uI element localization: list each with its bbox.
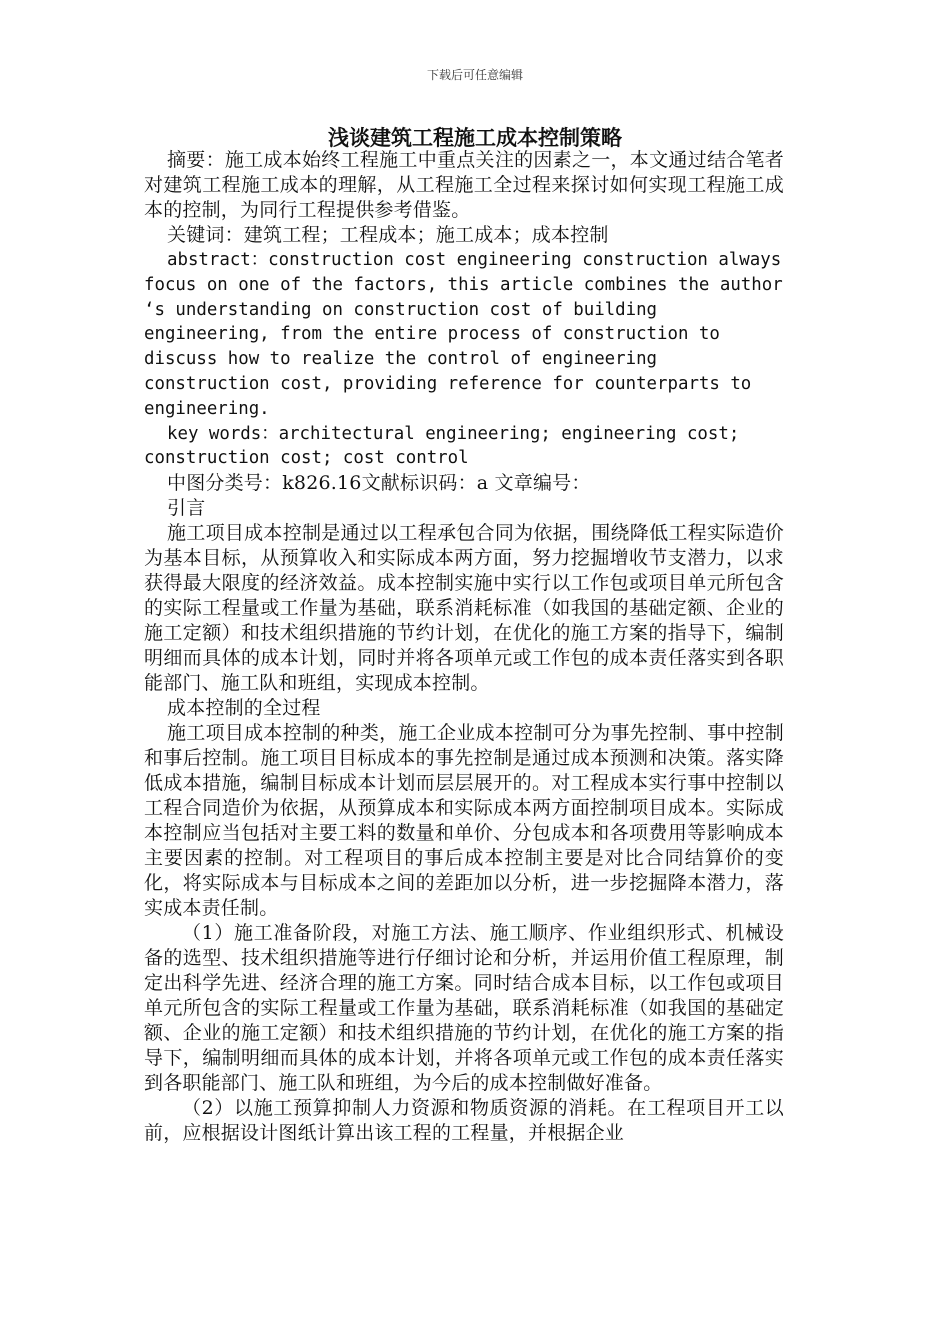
keywords-en: key words：architectural engineering; engineering cost; construction cost; cost control — [144, 423, 740, 469]
article-body — [144, 148, 784, 1146]
abstract-en: abstract：construction cost engineering construction always focus on one of the factors, this article combines the author ‘s understanding on construction cost of building engineering, from the entire process of construction to discuss how to realize the control of engineering construction cost, providing reference for counterparts to engineering. — [144, 250, 783, 419]
page-header-note: 下载后可任意编辑 — [426, 68, 523, 82]
paragraph-process: 施工项目成本控制的种类，施工企业成本控制可分为事先控制、事中控制和事后控制。施工项目目标成本的事先控制是通过成本预测和决策。落实降低成本措施，编制目标成本计划而层层展开的。对工程成本实行事中控制以工程合同造价为依据，从预算成本和实际成本两方面控制项目成本。实际成本控制应当包括对主要工料的数量和单价、分包成本和各项费用等影响成本主要因素的控制。对工程项目的事后成本控制主要是对比合同结算价的变化，将实际成本与目标成本之间的差距加以分析，进一步挖掘降本潜力，落实成本责任制。 — [144, 722, 784, 920]
article-title: 浅谈建筑工程施工成本控制策略 — [328, 125, 622, 150]
section-heading-intro: 引言 — [167, 497, 206, 520]
keywords-cn: 关键词：建筑工程；工程成本；施工成本；成本控制 — [167, 224, 609, 246]
paragraph-item-2: （2）以施工预算抑制人力资源和物质资源的消耗。在工程项目开工以前，应根据设计图纸计算出该工程的工程量，并根据企业 — [144, 1097, 784, 1145]
abstract-cn: 摘要：施工成本始终工程施工中重点关注的因素之一，本文通过结合笔者对建筑工程施工成本的理解，从工程施工全过程来探讨如何实现工程施工成本的控制，为同行工程提供参考借鉴。 — [144, 149, 784, 221]
paragraph-intro: 施工项目成本控制是通过以工程承包合同为依据，围绕降低工程实际造价为基本目标，从预算收入和实际成本两方面，努力挖掘增收节支潜力，以求获得最大限度的经济效益。成本控制实施中实行以工作包或项目单元所包含的实际工程量或工作量为基础，联系消耗标准（如我国的基础定额、企业的施工定额）和技术组织措施的节约计划，在优化的施工方案的指导下，编制明细而具体的成本计划，同时并将各项单元或工作包的成本责任落实到各职能部门、施工队和班组，实现成本控制。 — [144, 522, 784, 695]
paragraph-item-1: （1）施工准备阶段，对施工方法、施工顺序、作业组织形式、机械设备的选型、技术组织措施等进行仔细讨论和分析，并运用价值工程原理，制定出科学先进、经济合理的施工方案。同时结合成本目标，以工作包或项目单元所包含的实际工程量或工作量为基础，联系消耗标准（如我国的基础定额、企业的施工定额）和技术组织措施的节约计划，在优化的施工方案的指导下，编制明细而具体的成本计划，并将各项单元或工作包的成本责任落实到各职能部门、施工队和班组，为今后的成本控制做好准备。 — [144, 922, 784, 1095]
section-heading-process: 成本控制的全过程 — [167, 697, 321, 720]
classification-line: 中图分类号：k826.16文献标识码：a 文章编号： — [167, 472, 591, 495]
